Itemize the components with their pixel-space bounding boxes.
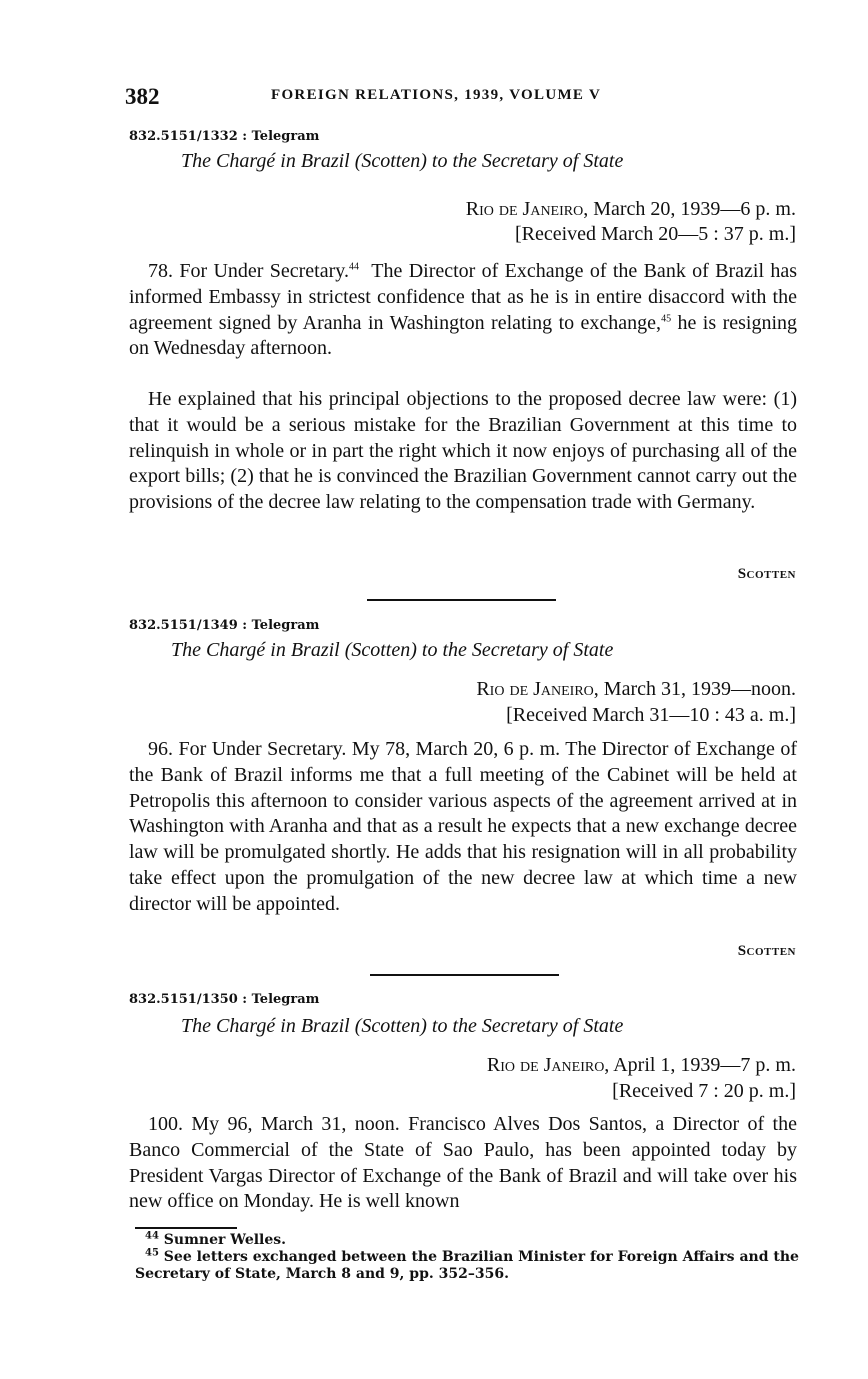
- footnote-text: Sumner Welles.: [163, 1232, 287, 1248]
- place-name: Rio de Janeiro,: [476, 678, 599, 700]
- document-title: The Chargé in Brazil (Scotten) to the Secretary of State: [181, 150, 624, 172]
- paragraph: 100. My 96, March 31, noon. Francisco Alves Dos Santos, a Director of the Banco Commercial of the State of Sao Paulo, has been appointed today by President Vargas Director of Exchange of the Bank of Brazil and will take over his new office on Monday. He is well known: [129, 1113, 797, 1213]
- file-reference: 832.5151/1349 : Telegram: [129, 618, 320, 633]
- footnote-text: See letters exchanged between the Brazilian Minister for Foreign Affairs and the Secretary of State, March 8 and 9, pp. 352–356.: [135, 1249, 799, 1282]
- received-line: [Received March 31—10 : 43 a. m.]: [506, 704, 796, 726]
- document-title: The Chargé in Brazil (Scotten) to the Secretary of State: [181, 1015, 624, 1037]
- footnote-mark: 45: [661, 312, 672, 324]
- signature: Scotten: [737, 566, 796, 582]
- place-name: Rio de Janeiro,: [465, 198, 589, 220]
- section-divider: [370, 974, 559, 976]
- file-reference: 832.5151/1350 : Telegram: [129, 992, 320, 1007]
- date: April 1, 1939—7 p. m.: [613, 1054, 796, 1076]
- place-name: Rio de Janeiro,: [486, 1054, 610, 1076]
- paragraph: [129, 259, 797, 362]
- paragraph: He explained that his principal objections to the proposed decree law were: (1) that it would be a serious mistake for the Brazilian Government at this time to relinquish in whole or in part the right which it now enjoys of purchasing all of the export bills; (2) that he is convinced the Brazilian Government cannot carry out the provisions of the decree law relating to the compensation trade with Germany.: [129, 388, 797, 514]
- page-number: 382: [125, 84, 160, 109]
- dateline: [476, 678, 796, 701]
- dateline: [466, 198, 796, 221]
- footnote-mark: 44: [348, 261, 359, 273]
- footnote: [135, 1249, 803, 1283]
- document-title: The Chargé in Brazil (Scotten) to the Secretary of State: [171, 639, 614, 661]
- running-title: FOREIGN RELATIONS, 1939, VOLUME V: [271, 87, 602, 103]
- running-header: [125, 84, 797, 114]
- footnote-divider: [135, 1227, 237, 1229]
- paragraph: 96. For Under Secretary. My 78, March 20, 6 p. m. The Director of Exchange of the Bank of Brazil informs me that a full meeting of the Cabinet will be held at Petropolis this afternoon to consider various aspects of the agreement arrived at in Washington with Aranha and that as a result he expects that a new exchange decree law will be promulgated shortly. He adds that his resignation will in all probability take effect upon the promulgation of the new decree law at which time a new director will be appointed.: [129, 738, 797, 915]
- date: March 31, 1939—noon.: [603, 678, 796, 700]
- dateline: [487, 1054, 796, 1077]
- received-line: [Received March 20—5 : 37 p. m.]: [514, 223, 796, 245]
- received-line: [Received 7 : 20 p. m.]: [612, 1080, 796, 1102]
- date: March 20, 1939—6 p. m.: [593, 198, 796, 220]
- paragraph-text: The Director of Exchange of the Bank of Brazil has informed Embassy in strictest confidence that as he is in entire disaccord with the agreement signed by Aranha in Washington relating to exchange,: [129, 260, 797, 334]
- footnote-mark: 45: [145, 1247, 159, 1259]
- signature: Scotten: [737, 943, 796, 959]
- paragraph-text: he is resigning on Wednesday afternoon.: [129, 311, 798, 360]
- footnotes: [135, 1232, 803, 1283]
- section-divider: [367, 599, 556, 601]
- footnote: [135, 1232, 803, 1249]
- paragraph-lead: 78. For Under Secretary.: [148, 260, 349, 282]
- footnote-mark: 44: [145, 1230, 159, 1242]
- file-reference: 832.5151/1332 : Telegram: [129, 129, 320, 144]
